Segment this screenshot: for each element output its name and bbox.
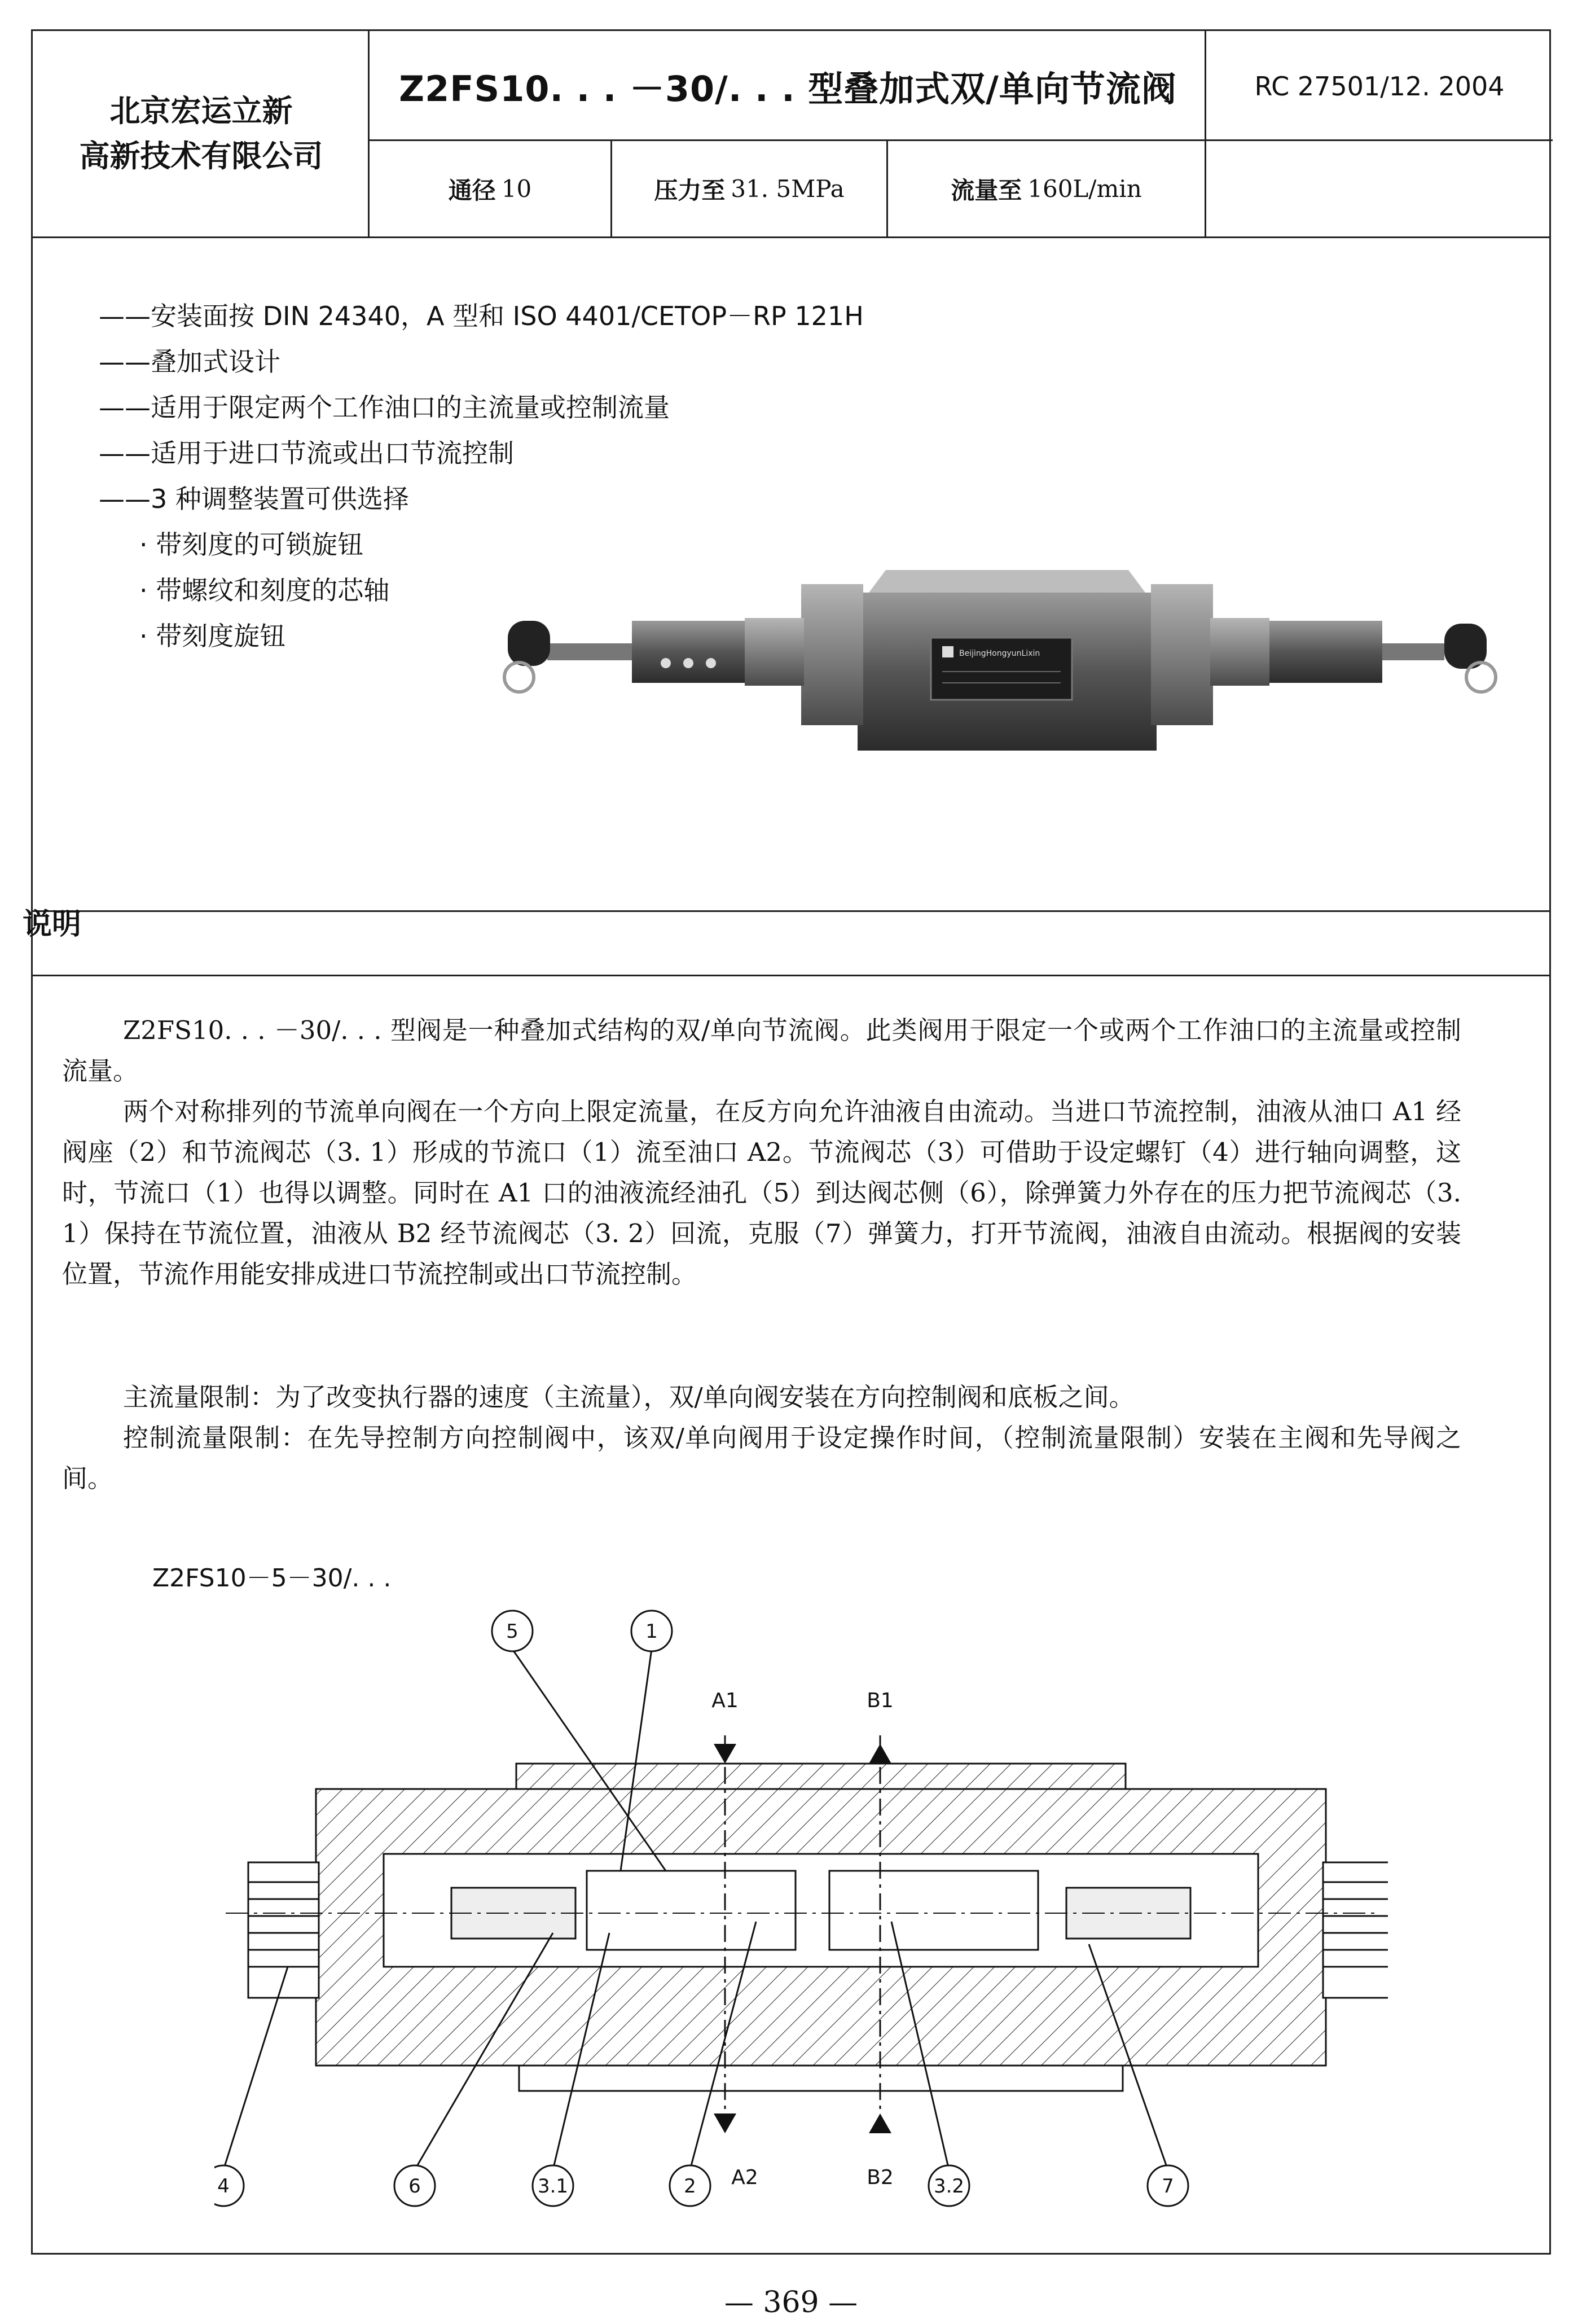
port-label: A2	[731, 2166, 758, 2189]
adjust-option: · 带刻度旋钮	[139, 621, 286, 651]
feature-item: ——适用于限定两个工作油口的主流量或控制流量	[99, 392, 670, 423]
nameplate-text: BeijingHongyunLixin	[959, 649, 1040, 658]
spec-value: 160L/min	[1027, 175, 1142, 203]
port-label: B2	[867, 2166, 894, 2189]
callout-label: 4	[217, 2175, 230, 2198]
callout-label: 3.1	[537, 2175, 569, 2198]
feature-item: ——叠加式设计	[99, 347, 280, 377]
description-block	[62, 1010, 1461, 1295]
company-name	[33, 31, 370, 236]
callout-label: 2	[684, 2175, 696, 2198]
port-label: B1	[867, 1689, 894, 1712]
description-paragraph: Z2FS10. . . －30/. . . 型阀是一种叠加式结构的双/单向节流阀。此类阀用于限定一个或两个工作油口的主流量或控制流量。	[62, 1015, 1461, 1086]
document-reference: RC 27501/12. 2004	[1254, 71, 1505, 102]
feature-item: ——3 种调整装置可供选择	[99, 484, 409, 514]
company-line2: 高新技术有限公司	[79, 138, 323, 174]
section-title: 说明	[23, 907, 82, 941]
spec-value: 31. 5MPa	[731, 175, 845, 203]
sectional-drawing	[214, 1606, 1388, 2255]
callout-label: 1	[645, 1620, 658, 1643]
spec-label: 通径	[448, 176, 496, 204]
callout-label: 3.2	[933, 2175, 965, 2198]
page-number: — 369 —	[724, 2286, 858, 2319]
port-label: A1	[711, 1689, 739, 1712]
spec-flow	[888, 141, 1205, 236]
feature-item: ——适用于进口节流或出口节流控制	[99, 438, 514, 468]
callout-label: 7	[1162, 2175, 1174, 2198]
section-rule	[33, 910, 1549, 912]
header-bottom-rule	[33, 236, 1549, 238]
company-line1: 北京宏运立新	[109, 93, 293, 129]
spec-pressure	[612, 141, 886, 236]
spec-label: 压力至	[654, 176, 726, 204]
description-paragraph: 主流量限制：为了改变执行器的速度（主流量），双/单向阀安装在方向控制阀和底板之间。	[123, 1382, 1135, 1412]
adjust-option: · 带螺纹和刻度的芯轴	[139, 575, 390, 606]
spec-nominal-size	[370, 141, 610, 236]
spec-value: 10	[501, 175, 532, 203]
spec-label: 流量至	[951, 176, 1022, 204]
description-block	[62, 1377, 1461, 1499]
description-paragraph: 两个对称排列的节流单向阀在一个方向上限定流量，在反方向允许油液自由流动。当进口节流控制，油液从油口 A1 经阀座（2）和节流阀芯（3. 1）形成的节流口（1）流至油口 A2。节流阀芯（3）可借助于设定螺钉（4）进行轴向调整，这时，节流口（1）也得以调整。同时在 A1 口的油液流经油孔（5）到达阀芯侧（6），除弹簧力外存在的压力把节流阀芯（3. 1）保持在节流位置，油液从 B2 经节流阀芯（3. 2）回流，克服（7）弹簧力，打开节流阀，油液自由流动。根据阀的安装位置，节流作用能安排成进口节流控制或出口节流控制。	[62, 1097, 1461, 1289]
product-photo	[496, 530, 1501, 779]
callout-label: 6	[408, 2175, 421, 2198]
feature-item: ——安装面按 DIN 24340，A 型和 ISO 4401/CETOP－RP 121H	[99, 301, 864, 331]
adjust-option: · 带刻度的可锁旋钮	[139, 529, 364, 560]
description-paragraph: 控制流量限制：在先导控制方向控制阀中，该双/单向阀用于设定操作时间，（控制流量限制）安装在主阀和先导阀之间。	[62, 1423, 1461, 1493]
callout-label: 5	[506, 1620, 518, 1643]
document-title: Z2FS10. . . －30/. . . 型叠加式双/单向节流阀	[399, 68, 1177, 109]
model-label: Z2FS10－5－30/. . .	[152, 1564, 392, 1593]
section-rule	[33, 975, 1549, 976]
